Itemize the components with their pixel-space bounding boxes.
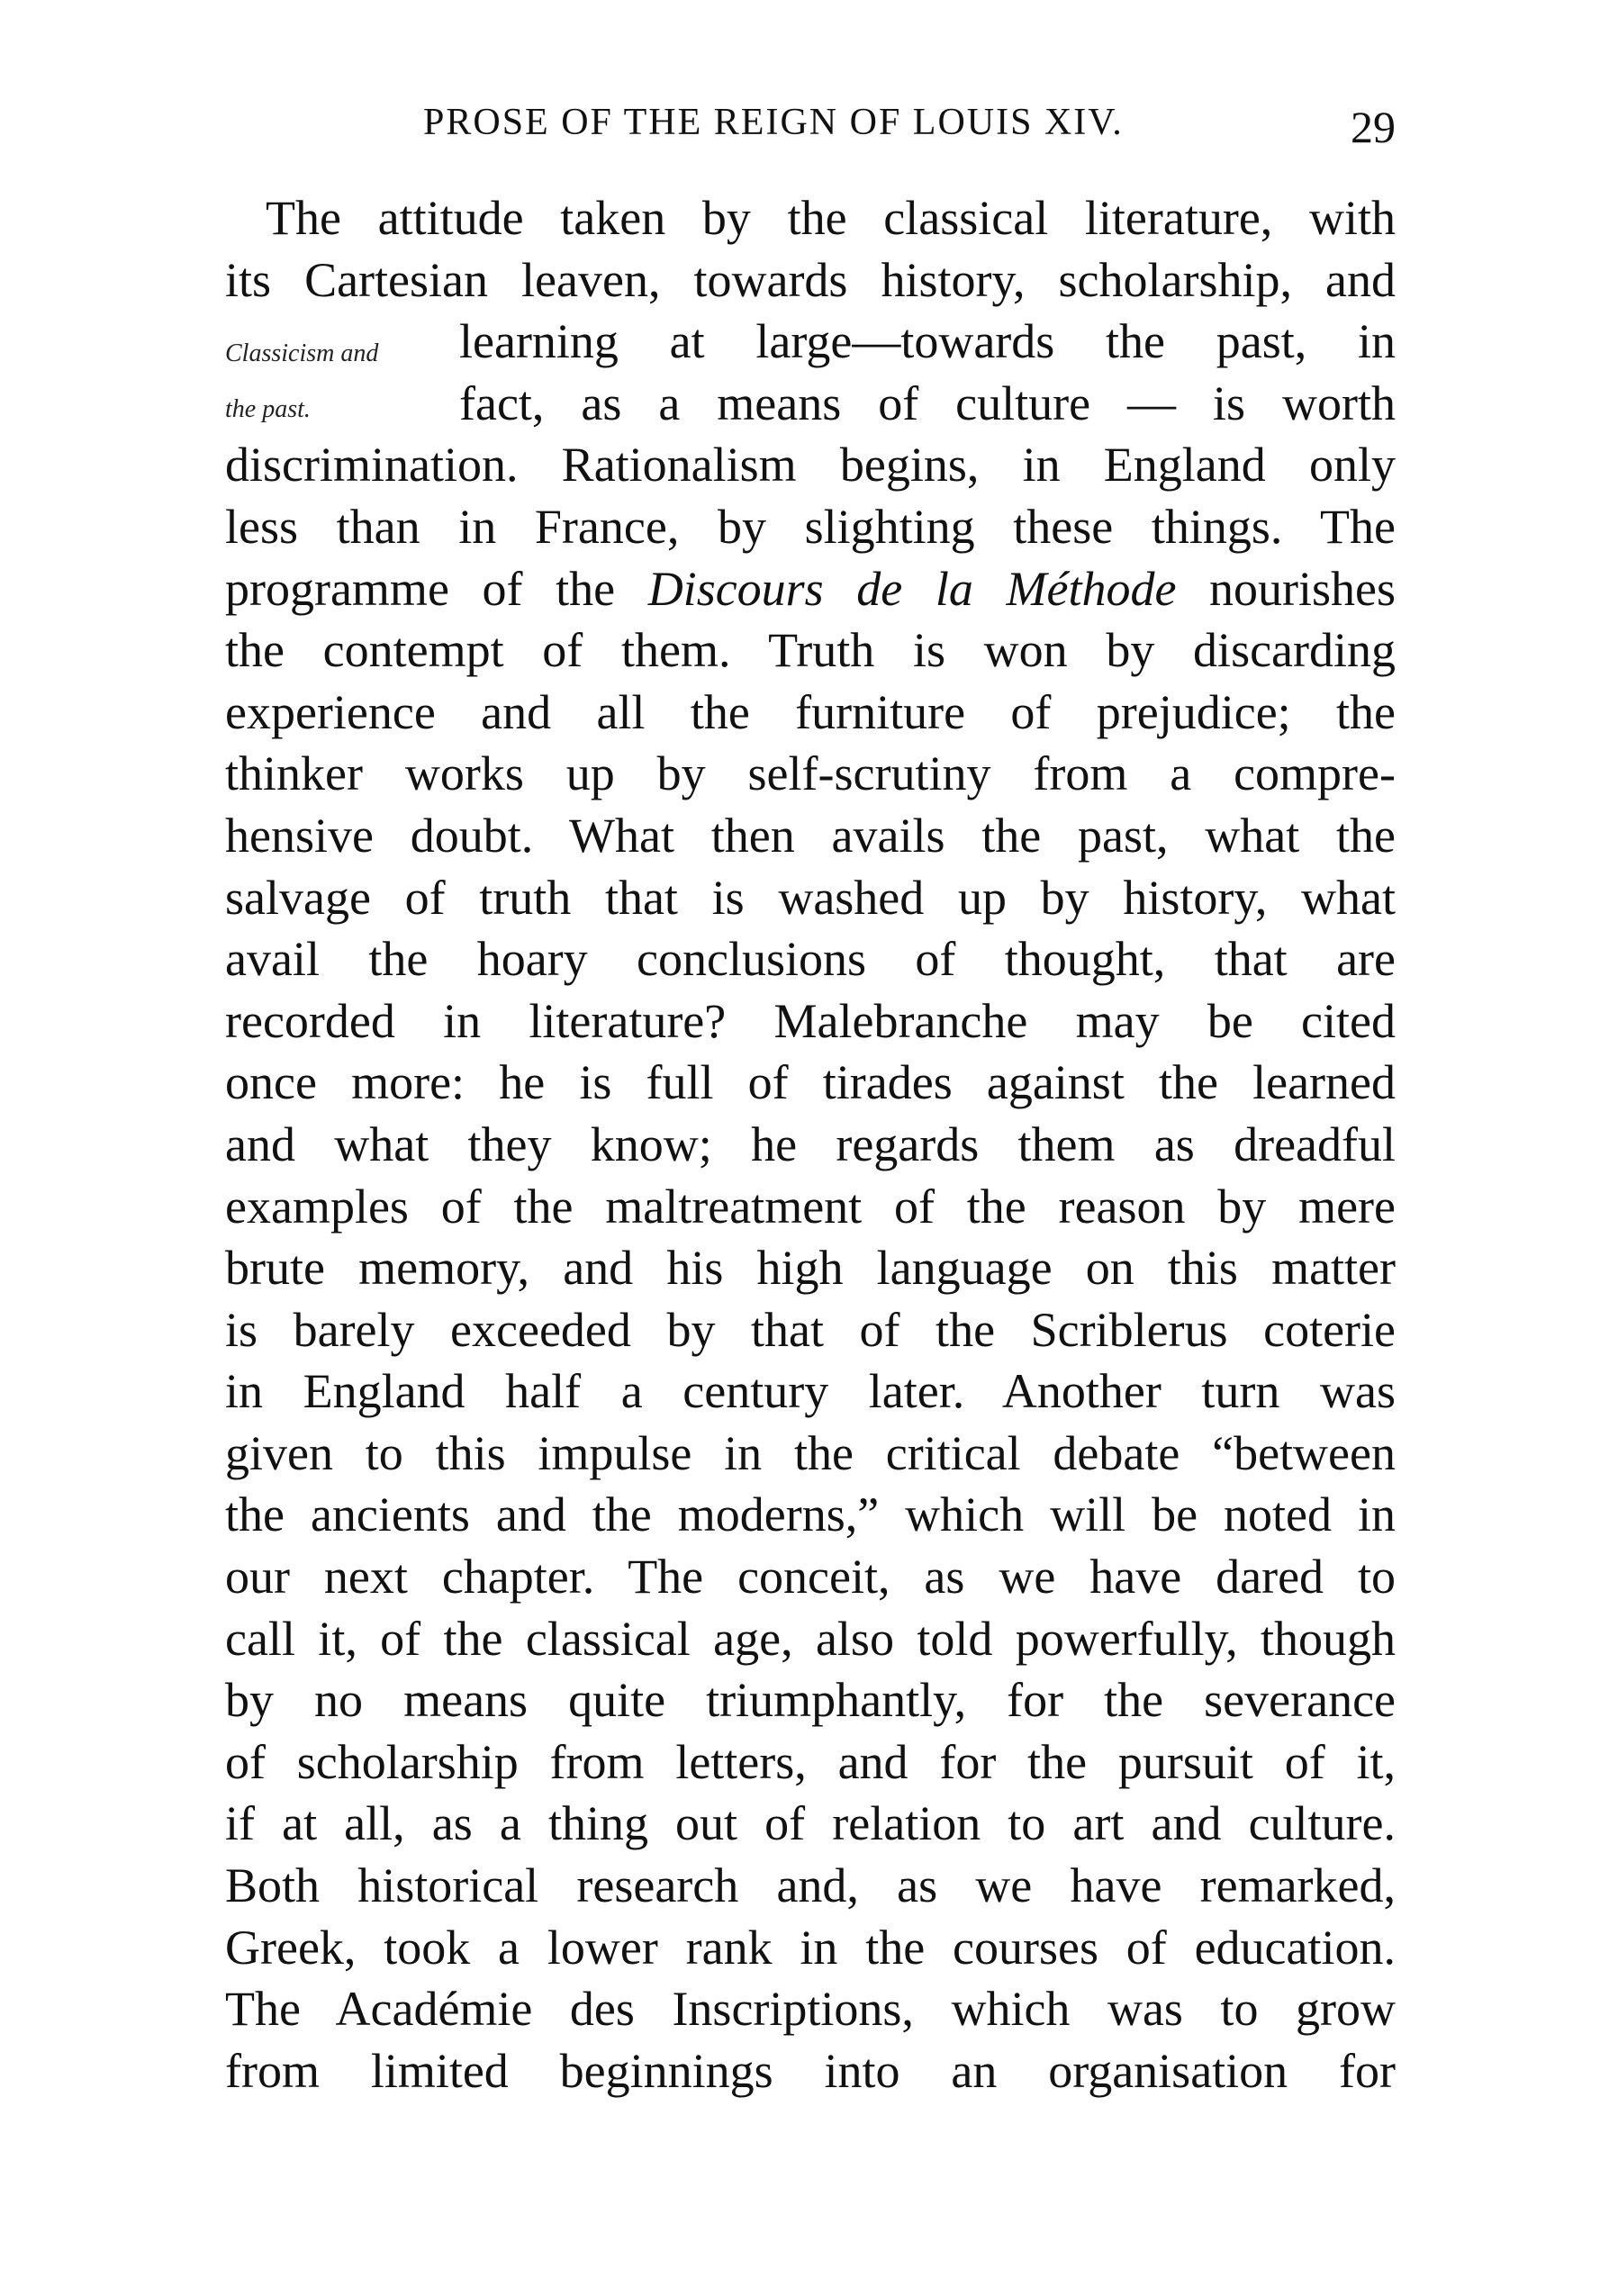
text-line: The Académie des Inscriptions, which was to grow: [225, 1982, 1396, 2037]
text-line: given to this impulse in the critical debate “between: [225, 1425, 1396, 1480]
margin-note-line-1: Classicism and: [225, 339, 379, 367]
text-line: of scholarship from letters, and for the pursuit of it,: [225, 1734, 1396, 1789]
text-line: from limited beginnings into an organisation for: [225, 2043, 1396, 2098]
text-line: in England half a century later. Another turn was: [225, 1364, 1396, 1419]
text-line: brute memory, and his high language on this matter: [225, 1241, 1396, 1296]
text-line: fact, as a means of culture — is worth: [459, 375, 1396, 430]
text-line: thinker works up by self-scrutiny from a compre-: [225, 746, 1396, 801]
text-line: discrimination. Rationalism begins, in England only: [225, 438, 1396, 493]
text-line: if at all, as a thing out of relation to art and culture.: [225, 1796, 1396, 1851]
text-line: hensive doubt. What then avails the past, what the: [225, 808, 1396, 863]
text-line: experience and all the furniture of prejudice; the: [225, 684, 1396, 739]
text-segment: nourishes: [1176, 561, 1397, 616]
text-line: once more: he is full of tirades against the learned: [225, 1055, 1396, 1110]
text-line: examples of the maltreatment of the reason by mere: [225, 1179, 1396, 1234]
text-line: less than in France, by slighting these things. The: [225, 499, 1396, 554]
text-line: recorded in literature? Malebranche may be cited: [225, 993, 1396, 1048]
text-segment: programme of the: [225, 561, 648, 616]
text-line: its Cartesian leaven, towards history, scholarship, and: [225, 252, 1396, 307]
text-line: by no means quite triumphantly, for the severance: [225, 1673, 1396, 1728]
text-line: the contempt of them. Truth is won by discarding: [225, 623, 1396, 678]
running-title: PROSE OF THE REIGN OF LOUIS XIV.: [423, 102, 1124, 143]
text-line: learning at large—towards the past, in: [459, 314, 1396, 369]
book-title: Discours de la Méthode: [647, 561, 1177, 616]
text-line: Greek, took a lower rank in the courses of education.: [225, 1920, 1396, 1975]
text-line: is barely exceeded by that of the Scriblerus coterie: [225, 1302, 1396, 1357]
text-line: call it, of the classical age, also told powerfully, though: [225, 1611, 1396, 1666]
text-line: our next chapter. The conceit, as we have dared to: [225, 1550, 1396, 1604]
running-head: [423, 101, 1396, 155]
text-line: Both historical research and, as we have remarked,: [225, 1858, 1396, 1913]
text-line: The attitude taken by the classical literature, with: [266, 191, 1396, 245]
text-line: avail the hoary conclusions of thought, that are: [225, 932, 1396, 987]
page-number: 29: [1351, 102, 1396, 152]
text-line: [225, 558, 1396, 620]
text-line: the ancients and the moderns,” which will be noted in: [225, 1487, 1396, 1542]
body-text: [225, 187, 1396, 2102]
text-line: and what they know; he regards them as dreadful: [225, 1116, 1396, 1171]
margin-note-line-2: the past.: [225, 395, 311, 423]
text-line: salvage of truth that is washed up by history, what: [225, 870, 1396, 925]
